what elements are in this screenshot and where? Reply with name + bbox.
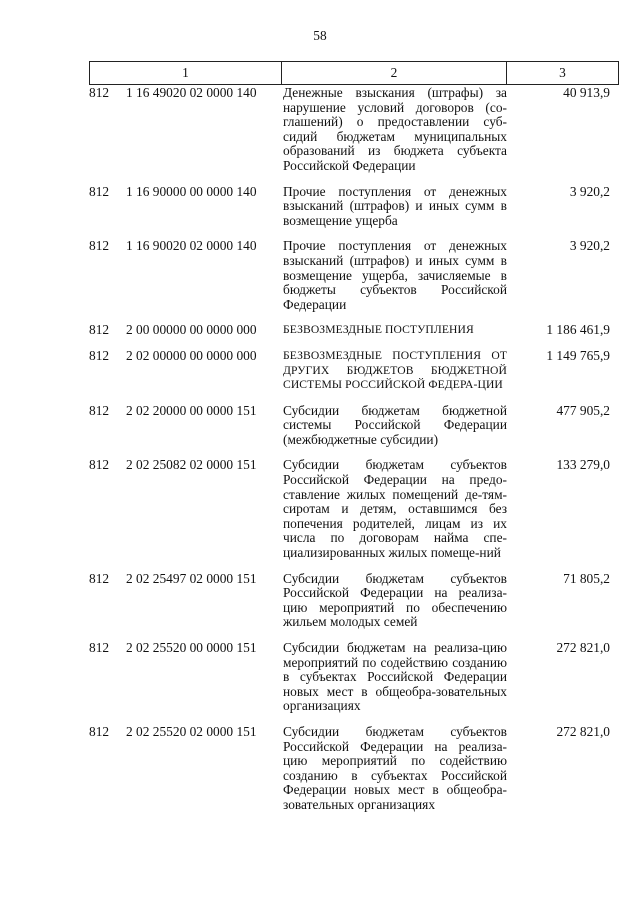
description-cell: Денежные взыскания (штрафы) за нарушение условий договоров (со-глашений) о предоставлении суб-сидий бюджетам муниципальных образований из бюджета субъекта Российской Федерации bbox=[283, 85, 507, 173]
code-cell bbox=[89, 572, 281, 587]
table-row bbox=[89, 725, 619, 813]
admin-code: 812 bbox=[89, 322, 110, 338]
revenue-table bbox=[89, 61, 619, 813]
code-cell bbox=[89, 86, 281, 101]
budget-classification-code: 2 00 00000 00 0000 000 bbox=[126, 322, 257, 338]
amount-cell: 71 805,2 bbox=[563, 570, 610, 586]
table-row bbox=[89, 86, 619, 174]
admin-code: 812 bbox=[89, 570, 110, 586]
admin-code: 812 bbox=[89, 183, 110, 199]
admin-code: 812 bbox=[89, 723, 110, 739]
budget-classification-code: 2 02 25520 00 0000 151 bbox=[126, 640, 257, 655]
amount-cell: 272 821,0 bbox=[556, 723, 610, 739]
admin-code: 812 bbox=[89, 402, 110, 418]
description-cell: Субсидии бюджетам на реализа-цию мероприятий по содействию созданию в субъектах Российской Федерации новых мест в общеобра-зовательных организациях bbox=[283, 640, 507, 714]
table-row bbox=[89, 185, 619, 229]
description-cell: Субсидии бюджетам бюджетной системы Российской Федерации (межбюджетные субсидии) bbox=[283, 402, 507, 447]
admin-code: 812 bbox=[89, 347, 110, 363]
description-cell: Прочие поступления от денежных взысканий (штрафов) и иных сумм в возмещение ущерба, зачисляемые в бюджеты субъектов Российской Федерации bbox=[283, 238, 507, 312]
description-cell: Субсидии бюджетам субъектов Российской Федерации на предо-ставление жилых помещений де-тям-сиротам и детям, оставшимся без попечения родителей, лицам из их числа по договорам найма спе-циализированных жилых помеще-ний bbox=[283, 457, 507, 561]
page-number: 58 bbox=[313, 28, 327, 43]
code-cell bbox=[89, 458, 281, 473]
budget-classification-code: 2 02 00000 00 0000 000 bbox=[126, 347, 257, 363]
amount-cell: 1 149 765,9 bbox=[546, 347, 610, 363]
table-header-row bbox=[89, 61, 619, 85]
description-cell: БЕЗВОЗМЕЗДНЫЕ ПОСТУПЛЕНИЯ bbox=[283, 323, 474, 337]
description-cell: БЕЗВОЗМЕЗДНЫЕ ПОСТУПЛЕНИЯ ОТ ДРУГИХ БЮДЖЕТОВ БЮДЖЕТНОЙ СИСТЕМЫ РОССИЙСКОЙ ФЕДЕРА-ЦИИ bbox=[283, 348, 507, 392]
budget-classification-code: 1 16 90000 00 0000 140 bbox=[126, 183, 257, 199]
amount-cell: 477 905,2 bbox=[556, 402, 610, 418]
budget-classification-code: 2 02 25082 02 0000 151 bbox=[126, 457, 257, 473]
amount-cell: 40 913,9 bbox=[563, 85, 610, 100]
code-cell bbox=[89, 404, 281, 419]
table-row bbox=[89, 349, 619, 393]
amount-cell: 3 920,2 bbox=[569, 238, 610, 254]
admin-code: 812 bbox=[89, 238, 110, 254]
budget-classification-code: 1 16 90020 02 0000 140 bbox=[126, 238, 257, 254]
code-cell bbox=[89, 725, 281, 740]
amount-cell: 133 279,0 bbox=[556, 457, 610, 473]
table-row bbox=[89, 323, 619, 338]
description-cell: Прочие поступления от денежных взысканий (штрафов) и иных сумм в возмещение ущерба bbox=[283, 183, 507, 228]
amount-cell: 272 821,0 bbox=[556, 640, 610, 655]
table-row bbox=[89, 641, 619, 714]
table-row bbox=[89, 458, 619, 560]
code-cell bbox=[89, 349, 281, 364]
budget-classification-code: 1 16 49020 02 0000 140 bbox=[126, 85, 257, 100]
budget-classification-code: 2 02 25497 02 0000 151 bbox=[126, 570, 257, 586]
description-cell: Субсидии бюджетам субъектов Российской Федерации на реализа-цию мероприятий по содействию созданию в субъектах Российской Федерации новых мест в общеобра-зовательных организациях bbox=[283, 723, 507, 812]
table-row bbox=[89, 239, 619, 312]
code-cell bbox=[89, 185, 281, 200]
code-cell bbox=[89, 239, 281, 254]
column-header-2: 2 bbox=[282, 62, 507, 84]
column-header-3: 3 bbox=[559, 65, 566, 80]
budget-classification-code: 2 02 25520 02 0000 151 bbox=[126, 723, 257, 739]
amount-cell: 3 920,2 bbox=[569, 183, 610, 199]
table-body bbox=[89, 86, 619, 813]
table-row bbox=[89, 572, 619, 630]
description-cell: Субсидии бюджетам субъектов Российской Федерации на реализа-цию мероприятий по обеспечению жильем молодых семей bbox=[283, 570, 507, 630]
table-row bbox=[89, 404, 619, 448]
amount-cell: 1 186 461,9 bbox=[546, 322, 610, 338]
code-cell bbox=[89, 641, 281, 656]
admin-code: 812 bbox=[89, 640, 110, 655]
admin-code: 812 bbox=[89, 457, 110, 473]
admin-code: 812 bbox=[89, 85, 110, 100]
budget-classification-code: 2 02 20000 00 0000 151 bbox=[126, 402, 257, 418]
column-header-1: 1 bbox=[90, 62, 282, 84]
code-cell bbox=[89, 323, 281, 338]
